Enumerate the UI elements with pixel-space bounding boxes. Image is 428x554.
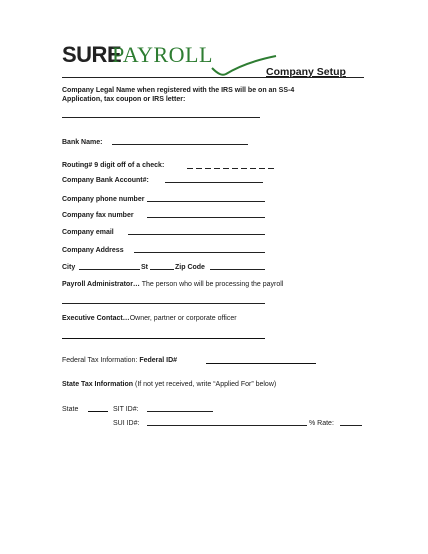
zip-field[interactable] (210, 269, 265, 270)
state-code-field[interactable] (88, 411, 108, 412)
routing-label: Routing# 9 digit off of a check: (62, 162, 165, 169)
city-label: City (62, 264, 76, 271)
sit-id-label: SIT ID#: (113, 406, 139, 413)
federal-id-label: Federal ID# (139, 357, 178, 364)
bank-account-field[interactable] (165, 182, 263, 183)
phone-label: Company phone number (62, 196, 145, 203)
executive-contact-row (62, 314, 237, 323)
sui-id-label: SUI ID#: (113, 420, 140, 427)
rate-label: % Rate: (309, 420, 334, 427)
logo-payroll-text: PAYROLL (112, 42, 213, 67)
fax-field[interactable] (147, 217, 265, 218)
executive-contact-description: Owner, partner or corporate officer (129, 315, 237, 322)
bank-name-field[interactable] (112, 144, 248, 145)
state-field[interactable] (150, 269, 174, 270)
address-field[interactable] (134, 252, 265, 253)
rate-field[interactable] (340, 425, 362, 426)
state-tax-row (62, 380, 276, 389)
sui-id-field[interactable] (147, 425, 307, 426)
legal-name-label-line1: Company Legal Name when registered with the IRS will be on an SS-4 (62, 87, 295, 94)
logo-sure-text: SURE (62, 42, 122, 67)
city-field[interactable] (79, 269, 140, 270)
page-title: Company Setup (266, 66, 346, 78)
address-label: Company Address (62, 247, 124, 254)
executive-contact-field[interactable] (62, 338, 265, 339)
routing-number-field[interactable] (187, 168, 275, 169)
legal-name-label-line2: Application, tax coupon or IRS letter: (62, 96, 186, 103)
state-tax-note: (If not yet received, write “Applied For” below) (133, 381, 277, 388)
sit-id-field[interactable] (147, 411, 213, 412)
state-tax-label: State Tax Information (62, 381, 134, 388)
email-label: Company email (62, 229, 114, 236)
payroll-admin-label: Payroll Administrator… (62, 281, 140, 288)
executive-contact-label: Executive Contact… (62, 315, 130, 322)
surepayroll-logo (62, 42, 222, 76)
fax-label: Company fax number (62, 212, 134, 219)
state-field-label: State (62, 406, 79, 413)
zip-label: Zip Code (175, 264, 205, 271)
payroll-admin-field[interactable] (62, 303, 265, 304)
state-label: St (141, 264, 148, 271)
bank-name-label: Bank Name: (62, 139, 103, 146)
federal-id-field[interactable] (206, 363, 316, 364)
payroll-admin-row (62, 280, 283, 289)
federal-tax-row (62, 356, 177, 365)
legal-name-field[interactable] (62, 117, 260, 118)
bank-account-label: Company Bank Account#: (62, 177, 149, 184)
email-field[interactable] (128, 234, 265, 235)
federal-tax-label: Federal Tax Information: (62, 357, 138, 364)
phone-field[interactable] (147, 201, 265, 202)
payroll-admin-description: The person who will be processing the payroll (139, 281, 284, 288)
